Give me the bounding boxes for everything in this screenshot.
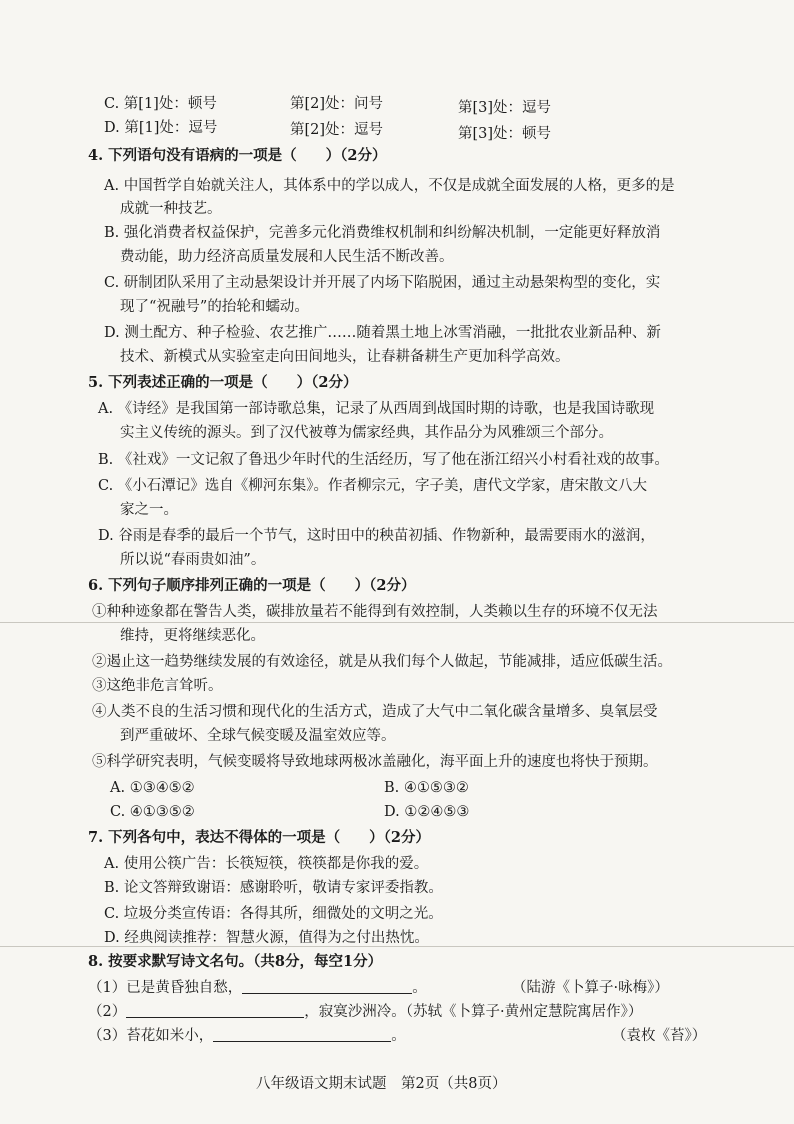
- question-5-option-a-cont: 实主义传统的源头。到了汉代被尊为儒家经典，其作品分为风雅颂三个部分。: [120, 425, 613, 441]
- q3-option-d-part3: 第[3]处：顿号: [458, 126, 552, 142]
- q3-option-c-part2: 第[2]处：问号: [290, 96, 384, 112]
- question-6-sentence-1-cont: 维持，更将继续恶化。: [120, 628, 265, 644]
- question-6-option-a: A. ①③④⑤②: [110, 780, 195, 796]
- question-5-option-a: A. 《诗经》是我国第一部诗歌总集，记录了从西周到战国时期的诗歌，也是我国诗歌现: [98, 401, 655, 417]
- question-8-line-3: [88, 1026, 406, 1046]
- question-8-line-3-source: （袁枚《苔》）: [612, 1028, 707, 1044]
- question-5-option-c: C. 《小石潭记》选自《柳河东集》。作者柳宗元，字子美，唐代文学家，唐宋散文八大: [98, 478, 648, 494]
- question-6-stem: 6. 下列句子顺序排列正确的一项是（ ）（2分）: [88, 577, 416, 594]
- question-8-line-1-source: （陆游《卜算子·咏梅》）: [512, 980, 669, 996]
- question-4-option-d-cont: 技术、新模式从实验室走向田间地头，让春耕备耕生产更加科学高效。: [120, 349, 570, 365]
- answer-blank-1[interactable]: [242, 979, 412, 994]
- question-4-stem: 4. 下列语句没有语病的一项是（ ）（2分）: [88, 147, 387, 164]
- question-8-line-2-suffix: ，寂寞沙洲冷。（苏轼《卜算子·黄州定慧院寓居作》）: [304, 1004, 643, 1020]
- question-8-line-1: [88, 978, 427, 998]
- question-4-option-a: A. 中国哲学自始就关注人，其体系中的学以成人，不仅是成就全面发展的人格，更多的是: [104, 178, 675, 194]
- question-6-sentence-4: ④人类不良的生活习惯和现代化的生活方式，造成了大气中二氧化碳含量增多、臭氧层受: [92, 704, 658, 720]
- question-4-option-b: B. 强化消费者权益保护，完善多元化消费维权机制和纠纷解决机制，一定能更好释放消: [104, 225, 661, 241]
- question-6-option-c: C. ④①③⑤②: [110, 804, 195, 820]
- question-8-stem: 8. 按要求默写诗文名句。（共8分，每空1分）: [88, 953, 383, 970]
- answer-blank-2[interactable]: [126, 1003, 304, 1018]
- question-7-stem: 7. 下列各句中，表达不得体的一项是（ ）（2分）: [88, 829, 431, 846]
- q3-option-d-part1: D. 第[1]处：逗号: [104, 120, 218, 136]
- question-6-sentence-2: ②遏止这一趋势继续发展的有效途径，就是从我们每个人做起，节能减排，适应低碳生活。: [92, 654, 672, 670]
- question-7-option-a: A. 使用公筷广告：长筷短筷，筷筷都是你我的爱。: [104, 856, 429, 872]
- question-8-line-1-prefix: （1）已是黄昏独自愁，: [88, 980, 243, 996]
- question-4-option-c-cont: 现了“祝融号”的抬轮和蠕动。: [120, 299, 309, 315]
- question-5-option-c-cont: 家之一。: [120, 502, 178, 518]
- question-8-line-1-suffix: 。: [412, 980, 427, 996]
- question-8-line-2-prefix: （2）: [88, 1004, 127, 1020]
- question-7-option-d: D. 经典阅读推荐：智慧火源，值得为之付出热忱。: [104, 930, 429, 946]
- question-5-option-d-cont: 所以说“春雨贵如油”。: [120, 552, 266, 568]
- question-6-sentence-3: ③这绝非危言耸听。: [92, 678, 223, 694]
- question-7-option-b: B. 论文答辩致谢语：感谢聆听，敬请专家评委指教。: [104, 880, 443, 896]
- paper-fold-line: [0, 622, 794, 623]
- question-4-option-b-cont: 费动能，助力经济高质量发展和人民生活不断改善。: [120, 249, 454, 265]
- question-7-option-c: C. 垃圾分类宣传语：各得其所，细微处的文明之光。: [104, 906, 443, 922]
- question-6-sentence-1: ①种种迹象都在警告人类，碳排放量若不能得到有效控制，人类赖以生存的环境不仅无法: [92, 604, 658, 620]
- page-footer: 八年级语文期末试题 第2页（共8页）: [256, 1076, 507, 1092]
- question-8-line-2: [88, 1002, 642, 1022]
- question-6-option-d: D. ①②④⑤③: [384, 804, 470, 820]
- question-6-sentence-4-cont: 到严重破坏、全球气候变暖及温室效应等。: [120, 728, 396, 744]
- question-5-option-b: B. 《社戏》一文记叙了鲁迅少年时代的生活经历，写了他在浙江绍兴小村看社戏的故事。: [98, 452, 669, 468]
- question-6-option-b: B. ④①⑤③②: [384, 780, 469, 796]
- question-5-option-d: D. 谷雨是春季的最后一个节气，这时田中的秧苗初插、作物新种，最需要雨水的滋润，: [98, 528, 655, 544]
- q3-option-c-part1: C. 第[1]处：顿号: [104, 96, 217, 112]
- q3-option-d-part2: 第[2]处：逗号: [290, 122, 384, 138]
- q3-option-c-part3: 第[3]处：逗号: [458, 100, 552, 116]
- question-5-stem: 5. 下列表述正确的一项是（ ）（2分）: [88, 374, 358, 391]
- question-6-sentence-5: ⑤科学研究表明，气候变暖将导致地球两极冰盖融化，海平面上升的速度也将快于预期。: [92, 754, 658, 770]
- question-8-line-3-prefix: （3）苔花如米小，: [88, 1028, 214, 1044]
- question-4-option-c: C. 研制团队采用了主动悬架设计并开展了内场下陷脱困，通过主动悬架构型的变化，实: [104, 275, 661, 291]
- question-4-option-a-cont: 成就一种技艺。: [120, 201, 222, 217]
- question-4-option-d: D. 测土配方、种子检验、农艺推广……随着黑土地上冰雪消融，一批批农业新品种、新: [104, 325, 661, 341]
- question-8-line-3-suffix: 。: [391, 1028, 406, 1044]
- answer-blank-3[interactable]: [213, 1027, 391, 1042]
